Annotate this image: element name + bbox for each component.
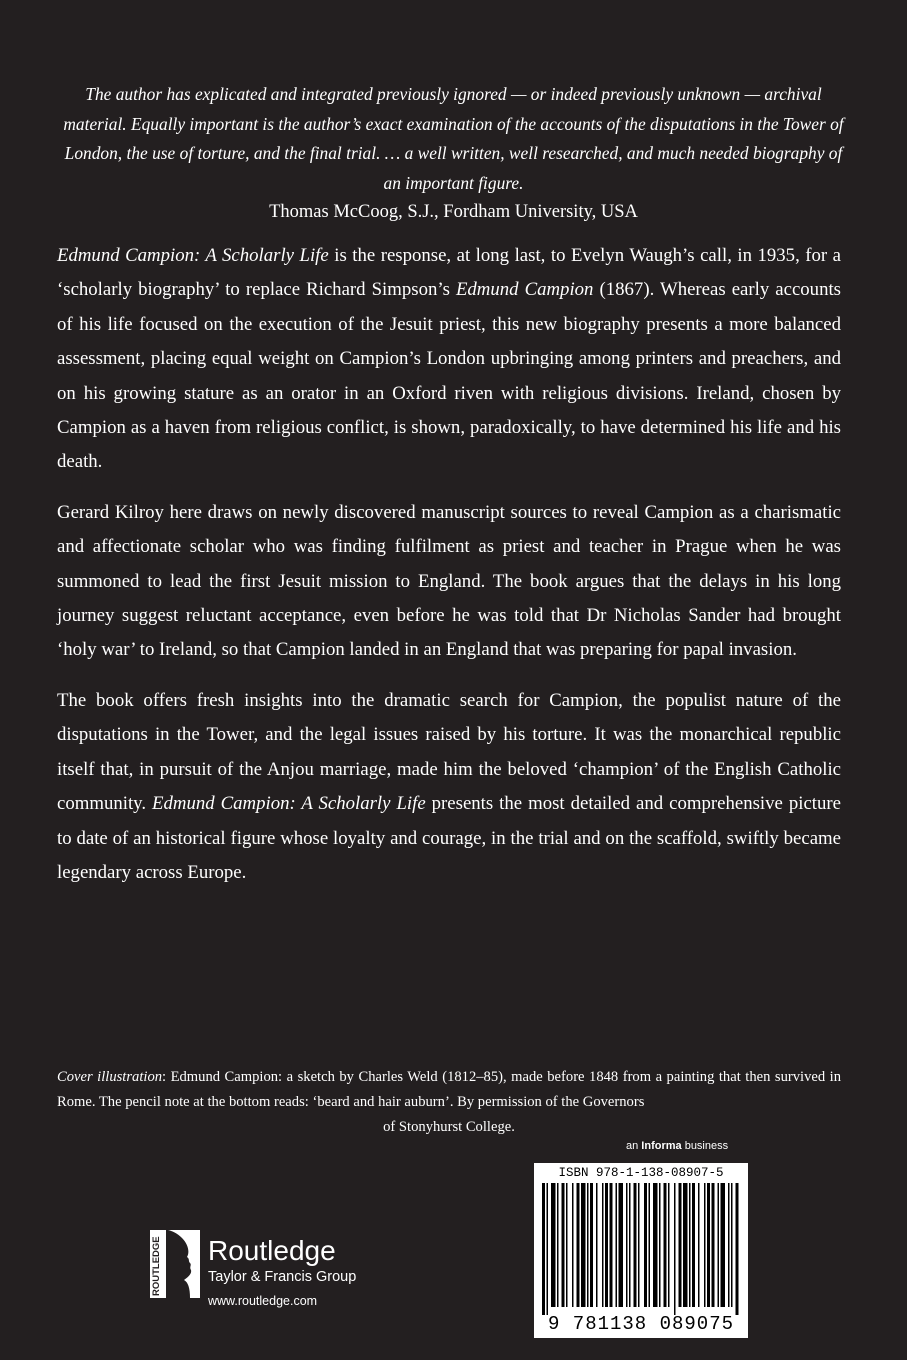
barcode-bar — [566, 1183, 568, 1307]
publisher-url: www.routledge.com — [208, 1294, 318, 1308]
barcode-bar — [707, 1183, 710, 1307]
barcode-bar — [649, 1183, 651, 1307]
publisher-group: Taylor & Francis Group — [208, 1269, 357, 1285]
blurb-paragraph-1: Edmund Campion: A Scholarly Life is the response, at long last, to Evelyn Waugh’s call, in 1935, for a ‘scholarly biography’ to replace Richard Simpson’s Edmund Campion (1867). Whereas early accounts of his life focused on the execution of the Jesuit priest, this new biography presents a more balanced assessment, placing equal weight on Campion’s London upbringing among printers and preachers, and on his growing stature as an orator in an Oxford riven with religious divisions. Ireland, chosen by Campion as a haven from religious conflict, is shown, paradoxically, to have determined his life and his death. — [57, 245, 842, 473]
barcode-bar — [721, 1183, 726, 1307]
barcode-bar — [736, 1183, 739, 1315]
quote-text: The author has explicated and integrated previously ignored — or indeed previously unknown — archival material. Equally important is the author’s exact examination of the accounts of the disputations in the Tower of London, the use of torture, and the final trial. … a well written, well researched, and much needed biography of an important figure. — [63, 84, 844, 193]
barcode-bar — [659, 1183, 661, 1307]
isbn-barcode — [534, 1163, 748, 1338]
credit-tail: of Stonyhurst College. — [383, 1119, 515, 1135]
barcode-bar — [712, 1183, 715, 1307]
blurb — [57, 239, 841, 906]
barcode-bar — [587, 1183, 589, 1307]
informa-brand: Informa — [641, 1140, 682, 1152]
barcode-bar — [590, 1183, 593, 1307]
barcode-bars — [542, 1183, 740, 1315]
barcode-bar — [572, 1183, 574, 1307]
isbn-label: ISBN 978-1-138-08907-5 — [558, 1166, 724, 1180]
quote-attribution: Thomas McCoog, S.J., Fordham University, USA — [269, 202, 638, 222]
barcode-bar — [551, 1183, 556, 1307]
book-title: Edmund Campion: A Scholarly Life — [57, 245, 329, 266]
routledge-logo-icon — [150, 1230, 200, 1298]
barcode-bar — [668, 1183, 670, 1307]
cover-illustration-credit: Cover illustration: Edmund Campion: a sketch by Charles Weld (1812–85), made before 1848 from a painting that then survived in Rome. The pencil note at the bottom reads: ‘beard and hair auburn’. By permission of the Governors of Stonyhurst College. — [57, 1065, 841, 1140]
barcode-bar — [557, 1183, 559, 1307]
barcode-bar — [596, 1183, 598, 1307]
barcode-bar — [577, 1183, 580, 1307]
blurb-paragraph-2: Gerard Kilroy here draws on newly discovered manuscript sources to reveal Campion as a charismatic and affectionate scholar who was finding fulfilment as priest and teacher in Prague when he was summoned to lead the first Jesuit mission to England. The book argues that the delays in his long journey suggest reluctant acceptance, even before he was told that Dr Nicholas Sander had brought ‘holy war’ to Ireland, so that Campion landed in an England that was preparing for papal invasion. — [57, 501, 841, 661]
barcode-bar — [718, 1183, 720, 1307]
simpson-book-title: Edmund Campion — [455, 279, 594, 301]
publisher-block — [208, 1235, 356, 1311]
barcode-bar — [619, 1183, 624, 1307]
blurb-paragraph-3: The book offers fresh insights into the dramatic search for Campion, the populist nature of the disputations in the Tower, and the legal issues raised by his torture. It was the monarchical republic itself that, in pursuit of the Anjou marriage, made him the beloved ‘champion’ of the English Catholic community. Edmund Campion: A Scholarly Life presents the most detailed and comprehensive picture to date of an historical figure whose loyalty and courage, in the trial and on the scaffold, swiftly became legendary across Europe. — [57, 689, 841, 883]
barcode-bar — [664, 1183, 667, 1307]
credit-label: Cover illustration — [57, 1069, 163, 1085]
barcode-bar — [679, 1183, 682, 1307]
barcode-bar — [634, 1183, 637, 1307]
barcode-bar — [602, 1183, 604, 1307]
barcode-bar — [728, 1183, 730, 1307]
isbn-digits: 9 781138 089075 — [547, 1313, 735, 1335]
barcode-bar — [610, 1183, 613, 1307]
barcode-bar — [644, 1183, 647, 1307]
informa-tagline: an Informa business — [626, 1140, 729, 1152]
barcode-bar — [562, 1183, 565, 1307]
barcode-bar — [692, 1183, 695, 1307]
barcode-bar — [653, 1183, 658, 1307]
barcode-bar — [683, 1183, 688, 1307]
book-title: Edmund Campion: A Scholarly Life — [152, 793, 426, 815]
barcode-bar — [581, 1183, 586, 1307]
review-quote — [60, 80, 847, 228]
barcode-bar — [626, 1183, 628, 1307]
barcode-bar — [629, 1183, 631, 1307]
barcode-bar — [605, 1183, 608, 1307]
barcode-bar — [731, 1183, 733, 1307]
barcode-bar — [698, 1183, 700, 1307]
barcode-bar — [547, 1183, 549, 1315]
barcode-bar — [704, 1183, 706, 1307]
publisher-name: Routledge — [208, 1235, 336, 1266]
barcode-bar — [542, 1183, 545, 1315]
barcode-bar — [689, 1183, 691, 1307]
barcode-bar — [616, 1183, 618, 1307]
routledge-vertical-text: ROUTLEDGE — [151, 1236, 162, 1296]
barcode-bar — [674, 1183, 676, 1315]
barcode-bar — [638, 1183, 640, 1307]
